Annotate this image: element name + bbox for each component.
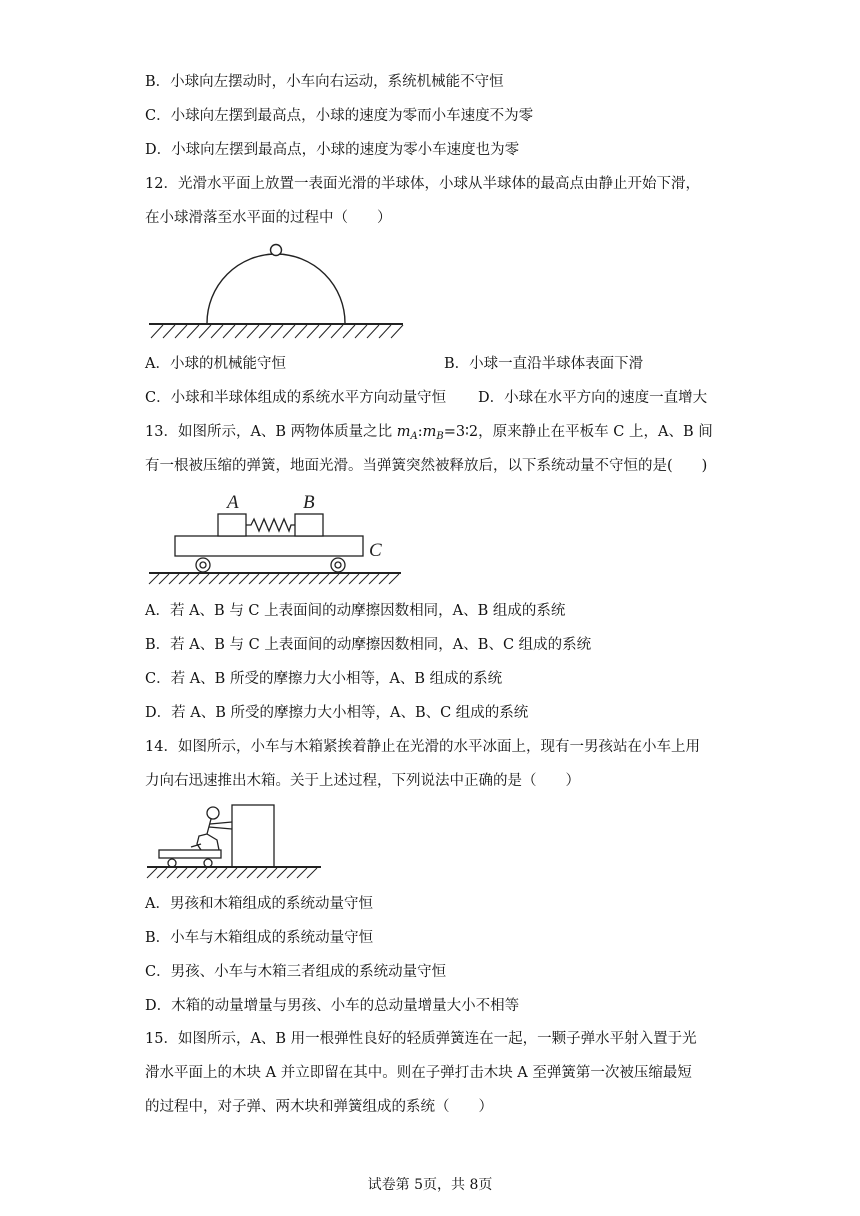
- label-a: A: [227, 492, 239, 513]
- right-wheel: [331, 558, 345, 572]
- q13-stem-prefix: 13．如图所示，A、B 两物体质量之比: [145, 424, 397, 440]
- cart-c-platform: [175, 536, 363, 556]
- mass-b-symbol: m: [422, 424, 437, 440]
- q14-option-d: D．木箱的动量增量与男孩、小车的总动量增量大小不相等: [145, 998, 520, 1014]
- q12-stem-line-1: 12．光滑水平面上放置一表面光滑的半球体，小球从半球体的最高点由静止开始下滑，: [145, 176, 700, 192]
- label-c: C: [369, 540, 382, 561]
- q11-option-c: C．小球向左摆到最高点，小球的速度为零而小车速度不为零: [145, 108, 534, 124]
- hemisphere-outline: [207, 254, 345, 323]
- q13-stem-line-2: 有一根被压缩的弹簧，地面光滑。当弹簧突然被释放后，以下系统动量不守恒的是( ): [145, 458, 708, 474]
- block-a: [218, 514, 246, 536]
- q14-option-a: A．男孩和木箱组成的系统动量守恒: [145, 896, 373, 912]
- q13-option-c: C．若 A、B 所受的摩擦力大小相等，A、B 组成的系统: [145, 671, 503, 687]
- ground-hatch: [151, 325, 403, 338]
- q11-option-b: B．小球向左摆动时，小车向右运动，系统机械能不守恒: [145, 74, 504, 90]
- mass-b-subscript: B: [436, 431, 444, 442]
- q11-option-d: D．小球向左摆到最高点，小球的速度为零小车速度也为零: [145, 142, 520, 158]
- wooden-box: [232, 805, 274, 867]
- q12-option-b: B．小球一直沿半球体表面下滑: [444, 356, 644, 372]
- q12-hemisphere-figure: [145, 240, 407, 340]
- q14-stem-line-1: 14．如图所示，小车与木箱紧挨着静止在光滑的水平冰面上，现有一男孩站在小车上用: [145, 739, 700, 755]
- small-ball: [271, 245, 282, 256]
- q13-option-a: A．若 A、B 与 C 上表面间的动摩擦因数相同，A、B 组成的系统: [145, 603, 566, 619]
- q13-option-d: D．若 A、B 所受的摩擦力大小相等，A、B、C 组成的系统: [145, 705, 529, 721]
- q12-option-a: A．小球的机械能守恒: [145, 356, 286, 372]
- compressed-spring: [246, 519, 295, 531]
- q15-stem-line-1: 15．如图所示，A、B 用一根弹性良好的轻质弹簧连在一起，一颗子弹水平射入置于光: [145, 1031, 697, 1047]
- q14-boy-cart-box-figure: [145, 800, 325, 880]
- left-wheel: [196, 558, 210, 572]
- cart-wheel-left: [168, 859, 176, 867]
- q13-cart-spring-figure: [145, 488, 407, 586]
- q15-stem-line-3: 的过程中，对子弹、两木块和弹簧组成的系统（ ）: [145, 1099, 493, 1115]
- page-footer: 试卷第 5页，共 8页: [367, 1177, 493, 1193]
- q12-option-c: C．小球和半球体组成的系统水平方向动量守恒: [145, 390, 447, 406]
- ground-hatch: [149, 574, 399, 584]
- q12-option-d: D．小球在水平方向的速度一直增大: [478, 390, 708, 406]
- q13-option-b: B．若 A、B 与 C 上表面间的动摩擦因数相同，A、B、C 组成的系统: [145, 637, 592, 653]
- mass-a-subscript: A: [410, 431, 418, 442]
- q12-stem-line-2: 在小球滑落至水平面的过程中（ ）: [145, 210, 392, 226]
- q14-option-b: B．小车与木箱组成的系统动量守恒: [145, 930, 374, 946]
- q15-stem-line-2: 滑水平面上的木块 A 并立即留在其中。则在子弹打击木块 A 至弹簧第一次被压缩最短: [145, 1065, 692, 1081]
- cart-wheel-right: [204, 859, 212, 867]
- q13-stem-line-1: [145, 422, 713, 447]
- mass-a-symbol: m: [396, 424, 411, 440]
- boy-figure: [191, 807, 232, 850]
- q14-option-c: C．男孩、小车与木箱三者组成的系统动量守恒: [145, 964, 447, 980]
- ratio-colon: :: [417, 424, 423, 440]
- block-b: [295, 514, 323, 536]
- ground-hatch: [147, 868, 317, 878]
- q13-stem-suffix: =3∶2，原来静止在平板车 C 上，A、B 间: [443, 424, 713, 440]
- label-b: B: [303, 492, 315, 513]
- cart-platform: [159, 850, 221, 858]
- q14-stem-line-2: 力向右迅速推出木箱。关于上述过程，下列说法中正确的是（ ）: [145, 773, 580, 789]
